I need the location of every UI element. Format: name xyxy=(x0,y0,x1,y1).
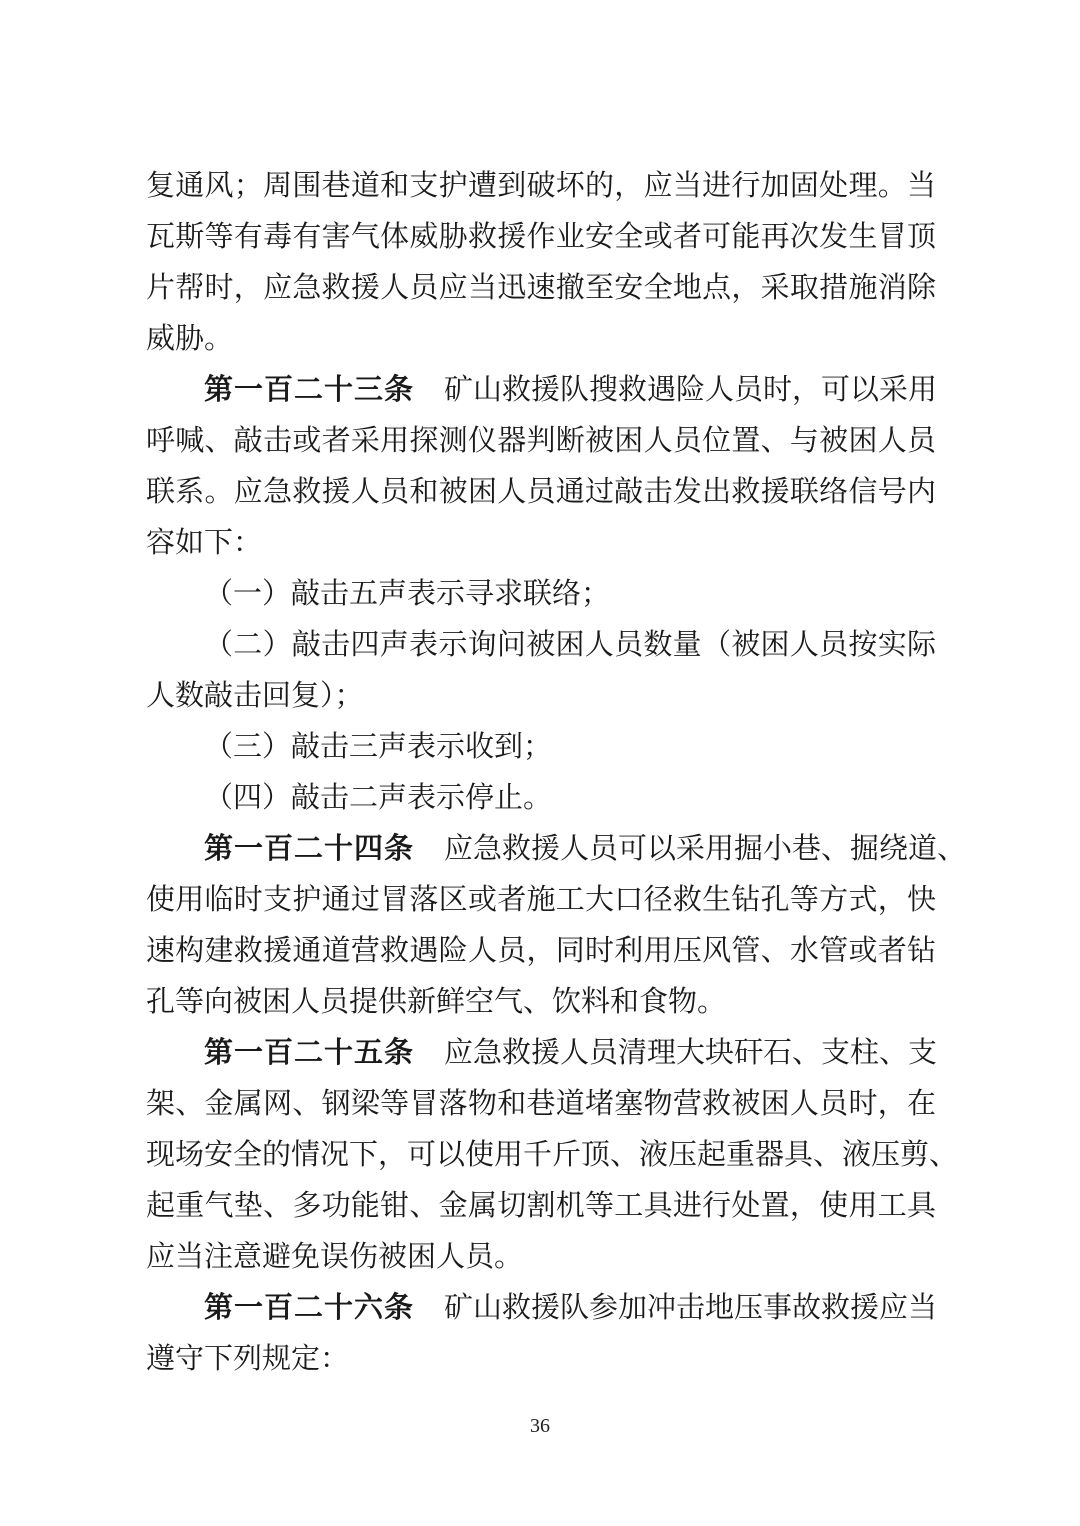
list-item: （四）敲击二声表示停止。 xyxy=(204,780,553,814)
article-124-title: 第一百二十四条 xyxy=(204,831,415,865)
article-125-text: 应急救援人员清理大块矸石、支柱、支 xyxy=(444,1035,938,1069)
text-line: 应当注意避免误伤被困人员。 xyxy=(146,1239,524,1273)
text-line: 瓦斯等有毒有害气体威胁救援作业安全或者可能再次发生冒顶 xyxy=(146,219,936,253)
text-line: 现场安全的情况下，可以使用千斤顶、液压起重器具、液压剪、 xyxy=(146,1137,959,1171)
text-line: 威胁。 xyxy=(146,321,234,355)
article-124-first-line xyxy=(146,823,967,874)
article-123-title: 第一百二十三条 xyxy=(204,372,415,406)
page-number: 36 xyxy=(530,1415,550,1437)
article-124-text: 应急救援人员可以采用掘小巷、掘绕道、 xyxy=(444,831,967,865)
list-item: （二）敲击四声表示询问被困人员数量（被困人员按实际 xyxy=(204,627,936,661)
text-line: 容如下： xyxy=(146,525,263,559)
document-body xyxy=(146,160,967,1384)
text-line: 架、金属网、钢梁等冒落物和巷道堵塞物营救被困人员时，在 xyxy=(146,1086,936,1120)
article-123-text: 矿山救援队搜救遇险人员时，可以采用 xyxy=(444,372,938,406)
list-item-continuation: 人数敲击回复）； xyxy=(146,678,364,712)
text-line: 速构建救援通道营救遇险人员，同时利用压风管、水管或者钻 xyxy=(146,933,936,967)
article-126-first-line xyxy=(146,1282,936,1333)
text-line: 片帮时，应急救援人员应当迅速撤至安全地点，采取措施消除 xyxy=(146,270,936,304)
text-line: 复通风；周围巷道和支护遭到破坏的，应当进行加固处理。当 xyxy=(146,168,936,202)
list-item: （一）敲击五声表示寻求联络； xyxy=(204,576,611,610)
text-line: 孔等向被困人员提供新鲜空气、饮料和食物。 xyxy=(146,984,727,1018)
text-line: 起重气垫、多功能钳、金属切割机等工具进行处置，使用工具 xyxy=(146,1188,936,1222)
article-126-text: 矿山救援队参加冲击地压事故救援应当 xyxy=(444,1290,938,1324)
list-item: （三）敲击三声表示收到； xyxy=(204,729,553,763)
article-125-first-line xyxy=(146,1027,936,1078)
article-123-first-line xyxy=(146,364,936,415)
text-line: 使用临时支护通过冒落区或者施工大口径救生钻孔等方式，快 xyxy=(146,882,936,916)
text-line: 呼喊、敲击或者采用探测仪器判断被困人员位置、与被困人员 xyxy=(146,423,936,457)
article-126-title: 第一百二十六条 xyxy=(204,1290,415,1324)
article-125-title: 第一百二十五条 xyxy=(204,1035,415,1069)
text-line: 联系。应急救援人员和被困人员通过敲击发出救援联络信号内 xyxy=(146,474,936,508)
text-line: 遵守下列规定： xyxy=(146,1341,350,1375)
